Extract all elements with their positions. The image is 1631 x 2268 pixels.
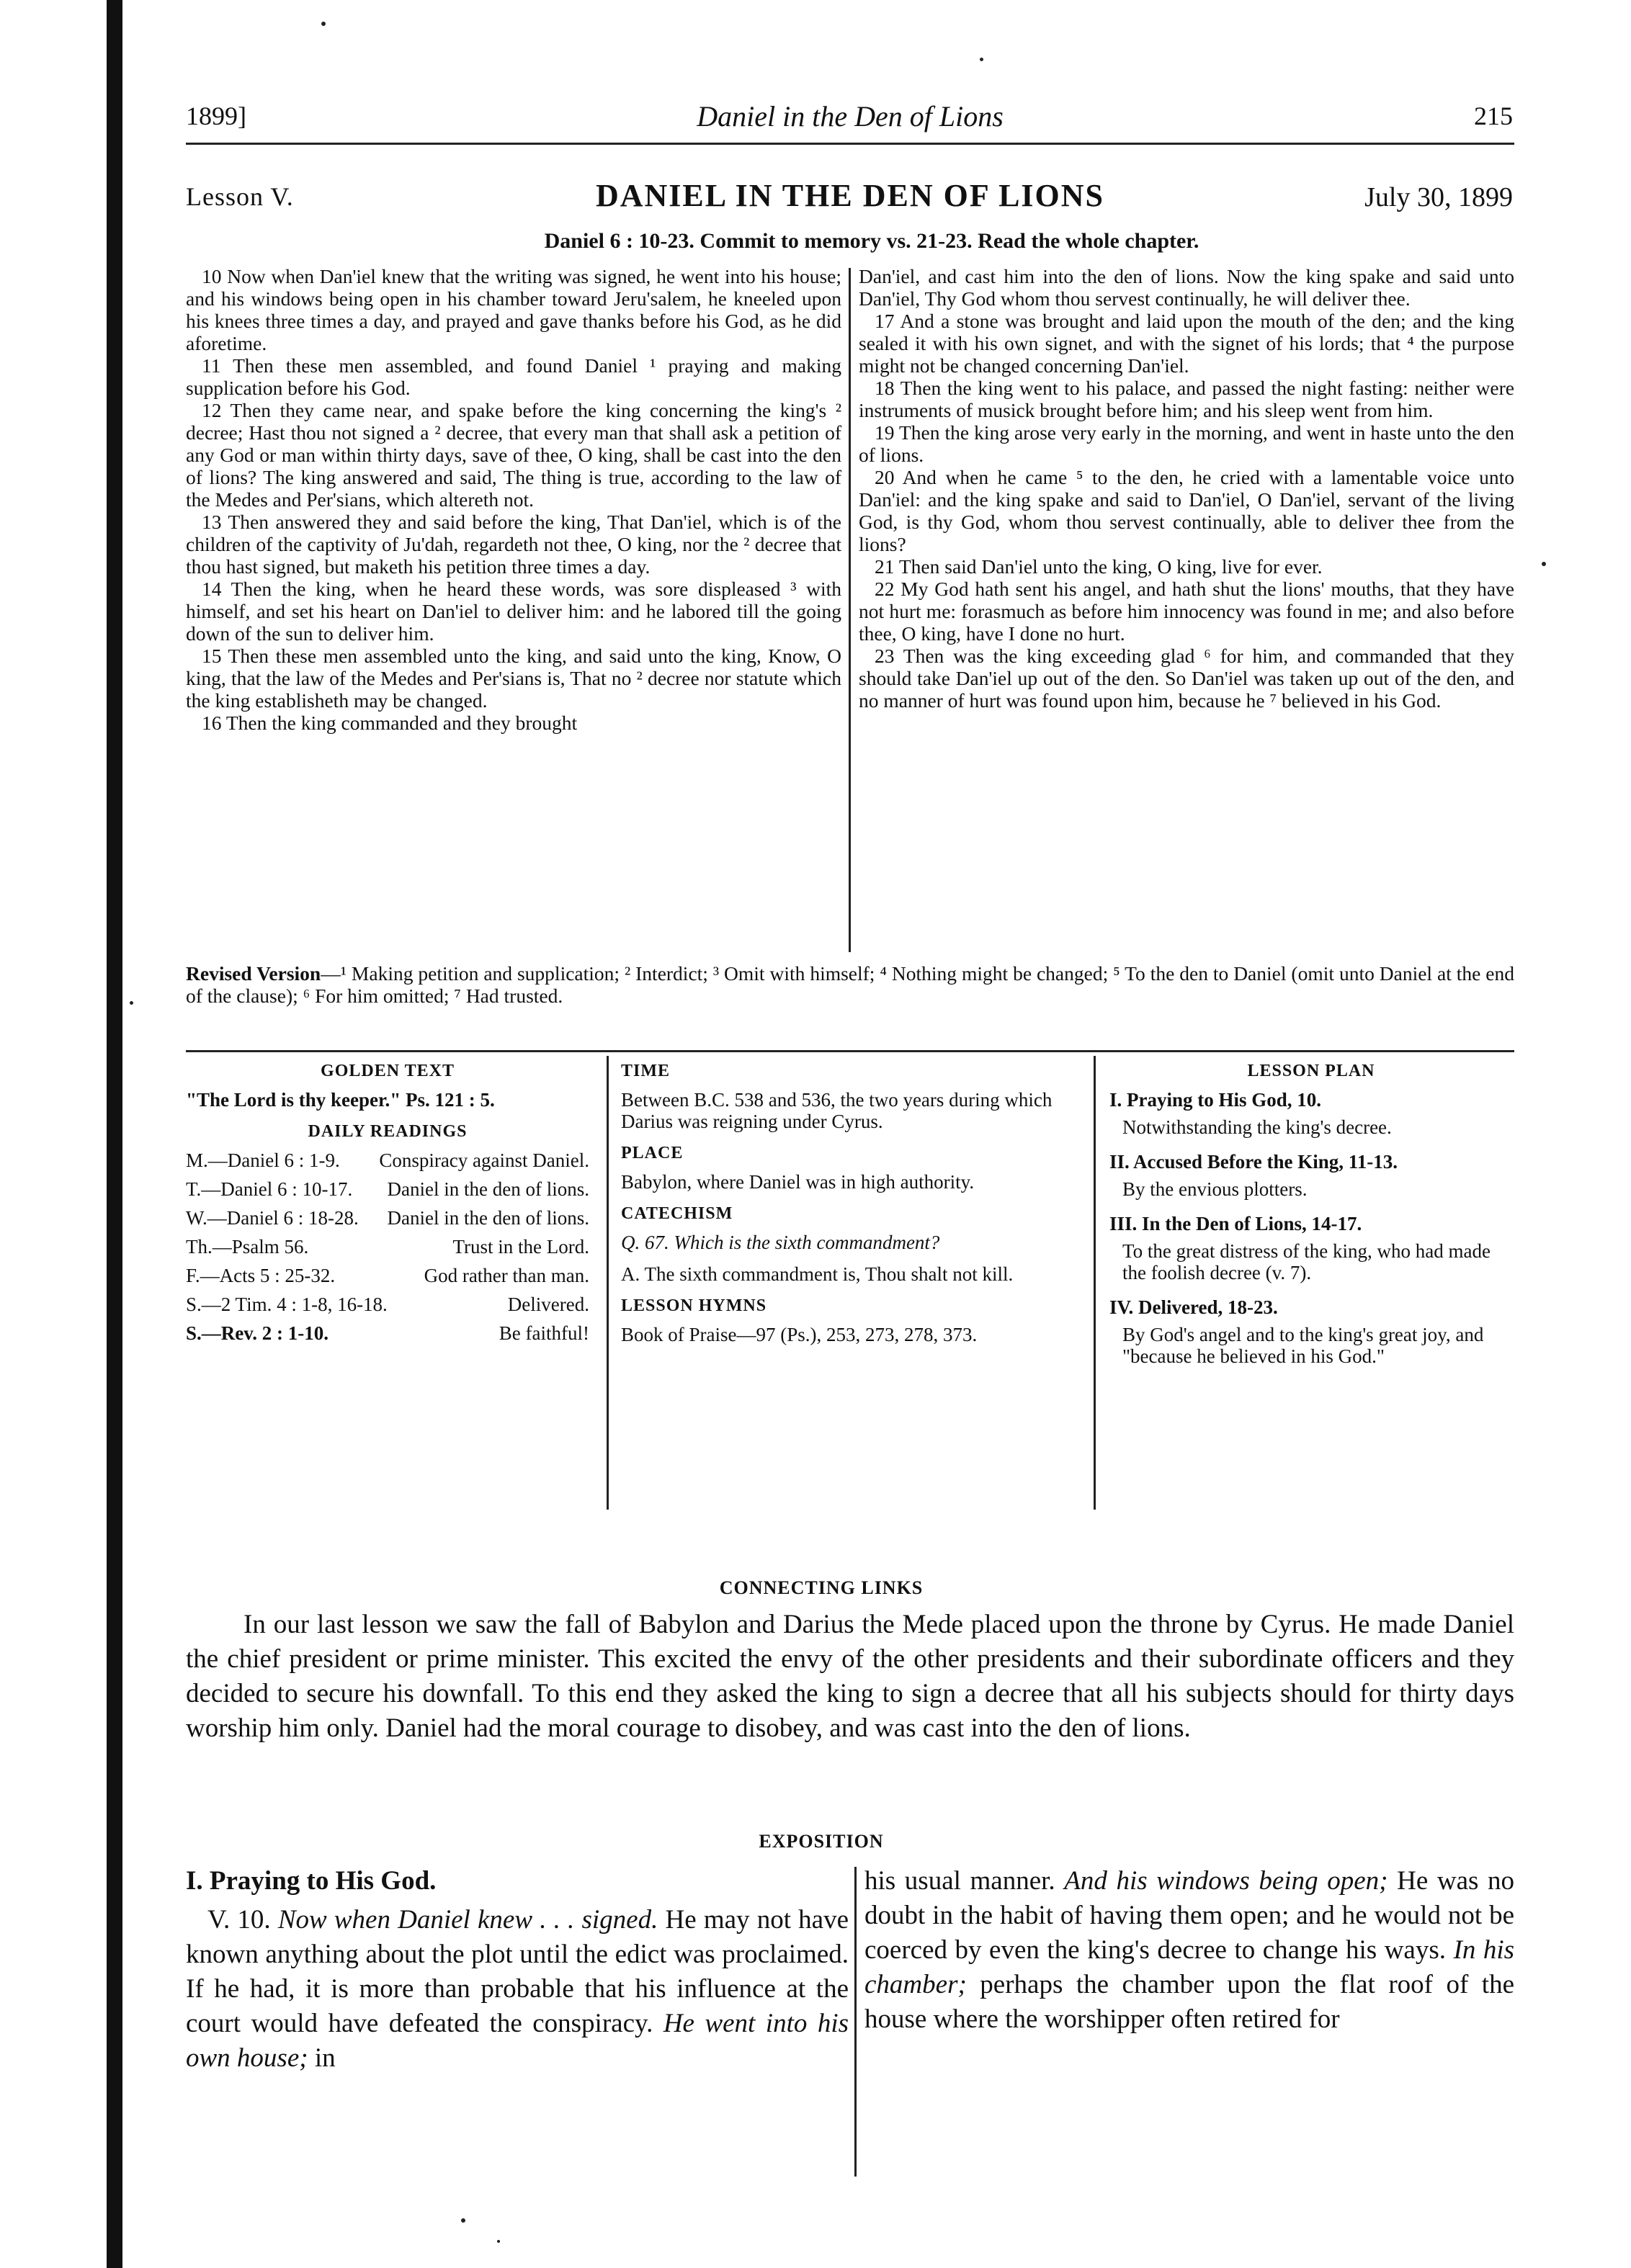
plan-point: IV. Delivered, 18-23.	[1109, 1296, 1278, 1318]
reading-item	[186, 1178, 589, 1200]
verse: 17 And a stone was brought and laid upon the mouth of the den; and the king sealed it with his own signet, and with the signet of his lords; that ⁴ the purpose might not be changed concerning Dan'iel.	[859, 310, 1514, 377]
exposition-quote: In his chamber;	[864, 1935, 1515, 1999]
reading-item	[186, 1265, 589, 1286]
golden-text-box	[186, 1060, 589, 1351]
time-text: Between B.C. 538 and 536, the two years during which Darius was reigning under Cyrus.	[621, 1089, 1053, 1132]
verse: 12 Then they came near, and spake before the king concerning the king's ² decree; Hast thou not signed a ² decree, that every man that shall ask a petition of any God or man within thirty days, save of thee, O king, shall be cast into the den of lions? The king answered and said, The thing is true, according to the law of the Medes and Per'sians, which altereth not.	[186, 399, 841, 511]
exposition-text: perhaps the chamber upon the flat roof of the house where the worshipper often retired for	[864, 1970, 1515, 2034]
lesson-number: Lesson V.	[186, 182, 294, 211]
catechism-answer: A. The sixth commandment is, Thou shalt not kill.	[621, 1263, 1014, 1285]
verse: 22 My God hath sent his angel, and hath shut the lions' mouths, that they have not hurt me: forasmuch as before him innocency was found in me; and also before thee, O king, have I done no hurt.	[859, 578, 1514, 645]
reading-ref: W.—Daniel 6 : 18-28.	[186, 1207, 359, 1229]
scan-speck	[461, 2218, 465, 2223]
exposition-quote: And his windows being open;	[1064, 1866, 1388, 1896]
scan-speck	[497, 2240, 500, 2243]
reading-ref: S.—2 Tim. 4 : 1-8, 16-18.	[186, 1294, 388, 1315]
reading-title: Be faithful!	[499, 1322, 589, 1344]
plan-desc: By God's angel and to the king's great joy, and "because he believed in his God."	[1122, 1324, 1484, 1367]
reading-ref: T.—Daniel 6 : 10-17.	[186, 1178, 353, 1200]
verse: Dan'iel, and cast him into the den of lions. Now the king spake and said unto Dan'iel, Thy God whom thou servest continually, he will deliver thee.	[859, 265, 1514, 310]
golden-text: "The Lord is thy keeper." Ps. 121 : 5.	[186, 1089, 495, 1111]
scan-speck	[130, 1001, 133, 1005]
verse: 19 Then the king arose very early in the morning, and went in haste unto the den of lions.	[859, 421, 1514, 466]
reading-item	[186, 1294, 589, 1315]
time-heading: TIME	[621, 1062, 671, 1080]
revised-version-note	[186, 962, 1514, 1007]
reading-item	[186, 1236, 589, 1258]
binding-shadow	[107, 0, 122, 2268]
connecting-links-heading: CONNECTING LINKS	[719, 1577, 924, 1598]
verses-right-column	[859, 265, 1514, 712]
verse: 15 Then these men assembled unto the king, and said unto the king, Know, O king, that the law of the Medes and Per'sians is, That no ² decree nor statute which the king establisheth may be changed.	[186, 645, 841, 712]
running-title: Daniel in the Den of Lions	[697, 100, 1004, 133]
exposition-text: in	[314, 2043, 336, 2073]
reading-item	[186, 1322, 589, 1344]
time-place-box	[621, 1060, 1075, 1355]
scripture-reference: Daniel 6 : 10-23. Commit to memory vs. 21-23. Read the whole chapter.	[544, 229, 1199, 253]
verse: 14 Then the king, when he heard these words, was sore displeased ³ with himself, and set his heart on Dan'iel to deliver him: and he labored till the going down of the sun to deliver him.	[186, 578, 841, 645]
reading-item	[186, 1207, 589, 1229]
verse-ref: V. 10.	[207, 1905, 271, 1935]
reading-ref: F.—Acts 5 : 25-32.	[186, 1265, 336, 1286]
scan-speck	[1542, 562, 1546, 566]
page-number: 215	[1474, 102, 1513, 130]
box-top-rule	[186, 1050, 1514, 1052]
lesson-plan-heading: LESSON PLAN	[1247, 1062, 1375, 1080]
place-text: Babylon, where Daniel was in high authority.	[621, 1171, 975, 1193]
reading-title: Trust in the Lord.	[452, 1236, 589, 1258]
reading-title: Conspiracy against Daniel.	[379, 1149, 589, 1171]
hymns-heading: LESSON HYMNS	[621, 1296, 767, 1315]
exposition-quote: He went into his own house;	[186, 2009, 849, 2073]
exposition-heading: EXPOSITION	[759, 1831, 884, 1852]
reading-ref: Th.—Psalm 56.	[186, 1236, 309, 1258]
hymns-text: Book of Praise—97 (Ps.), 253, 273, 278, 373.	[621, 1324, 978, 1345]
column-divider	[849, 268, 851, 952]
catechism-heading: CATECHISM	[621, 1204, 733, 1223]
exposition-section: I. Praying to His God.	[186, 1866, 437, 1896]
lesson-title: DANIEL IN THE DEN OF LIONS	[595, 178, 1105, 213]
box-divider	[1094, 1056, 1096, 1510]
plan-desc: Notwithstanding the king's decree.	[1122, 1116, 1392, 1138]
verse: 20 And when he came ⁵ to the den, he cried with a lamentable voice unto Dan'iel: and the king spake and said to Dan'iel, O Dan'iel, servant of the living God, is thy God, whom thou servest continually, able to deliver thee from the lions?	[859, 466, 1514, 555]
place-heading: PLACE	[621, 1144, 684, 1162]
exposition-text: He may not have known anything about the plot until the edict was proclaimed. If he had, it is more than probable that his influence at the court would have defeated the conspiracy.	[186, 1905, 849, 2038]
connecting-links-text: In our last lesson we saw the fall of Babylon and Darius the Mede placed upon the throne by Cyrus. He made Daniel the chief president or prime minister. This excited the envy of the other presidents and their subordinate officers and they decided to secure his downfall. To this end they asked the king to sign a decree that all his subjects should for thirty days worship him only. Daniel had the moral courage to disobey, and was cast into the den of lions.	[186, 1610, 1514, 1743]
verse: 13 Then answered they and said before the king, That Dan'iel, which is of the children of the captivity of Ju'dah, regardeth not thee, O king, nor the ² decree that thou hast signed, but maketh his petition three times a day.	[186, 511, 841, 578]
reading-title: God rather than man.	[424, 1265, 589, 1286]
reading-ref: M.—Daniel 6 : 1-9.	[186, 1149, 340, 1171]
reading-title: Daniel in the den of lions.	[387, 1178, 589, 1200]
lesson-plan-box	[1109, 1060, 1513, 1380]
verse: 21 Then said Dan'iel unto the king, O king, live for ever.	[875, 555, 1323, 578]
revised-version-text: —¹ Making petition and supplication; ² Interdict; ³ Omit with himself; ⁴ Nothing might be changed; ⁵ To the den to Daniel (omit unto Daniel at the end of the clause); ⁶ For him omitted; ⁷ Had trusted.	[186, 962, 1515, 1007]
box-divider	[607, 1056, 609, 1510]
exposition-paragraph	[186, 1903, 849, 2076]
reading-item	[186, 1149, 589, 1171]
column-divider	[854, 1867, 857, 2177]
reading-title: Delivered.	[507, 1294, 589, 1315]
exposition-left-column	[186, 1864, 849, 2076]
plan-desc: By the envious plotters.	[1122, 1178, 1308, 1200]
verse: 11 Then these men assembled, and found Daniel ¹ praying and making supplication before his God.	[186, 354, 841, 399]
reading-title: Daniel in the den of lions.	[387, 1207, 589, 1229]
plan-point: III. In the Den of Lions, 14-17.	[1109, 1213, 1362, 1234]
golden-text-heading: GOLDEN TEXT	[321, 1062, 455, 1080]
verse: 23 Then was the king exceeding glad ⁶ for him, and commanded that they should take Dan'iel up out of the den. So Dan'iel was taken up out of the den, and no manner of hurt was found upon him, because he ⁷ believed in his God.	[859, 645, 1514, 712]
plan-desc: To the great distress of the king, who had made the foolish decree (v. 7).	[1122, 1240, 1491, 1283]
daily-readings-heading: DAILY READINGS	[308, 1122, 468, 1141]
verse: 18 Then the king went to his palace, and passed the night fasting: neither were instruments of musick brought before him; and his sleep went from him.	[859, 377, 1514, 421]
exposition-text: He was no doubt in the habit of having them open; and he would not be coerced by even the king's decree to change his ways.	[864, 1866, 1515, 1965]
verse-quote: Now when Daniel knew . . . signed.	[277, 1905, 658, 1935]
reading-ref: S.—Rev. 2 : 1-10.	[186, 1322, 329, 1344]
scan-speck	[980, 58, 983, 61]
catechism-question: Q. 67. Which is the sixth commandment?	[621, 1232, 940, 1253]
scan-speck	[321, 22, 326, 26]
plan-point: I. Praying to His God, 10.	[1109, 1089, 1322, 1111]
lesson-date: July 30, 1899	[1364, 182, 1513, 212]
header-rule	[186, 143, 1514, 145]
verse: 10 Now when Dan'iel knew that the writing was signed, he went into his house; and his windows being open in his chamber toward Jeru'salem, he kneeled upon his knees three times a day, and prayed and gave thanks before his God, as he did aforetime.	[186, 265, 841, 354]
verses-left-column	[186, 265, 841, 734]
verse: 16 Then the king commanded and they brought	[202, 712, 578, 734]
header-year: 1899]	[186, 102, 246, 130]
plan-point: II. Accused Before the King, 11-13.	[1109, 1151, 1398, 1173]
exposition-paragraph	[864, 1864, 1514, 2037]
exposition-text: his usual manner.	[864, 1866, 1055, 1896]
revised-version-label: Revised Version	[186, 962, 321, 985]
exposition-right-column	[864, 1864, 1514, 2037]
